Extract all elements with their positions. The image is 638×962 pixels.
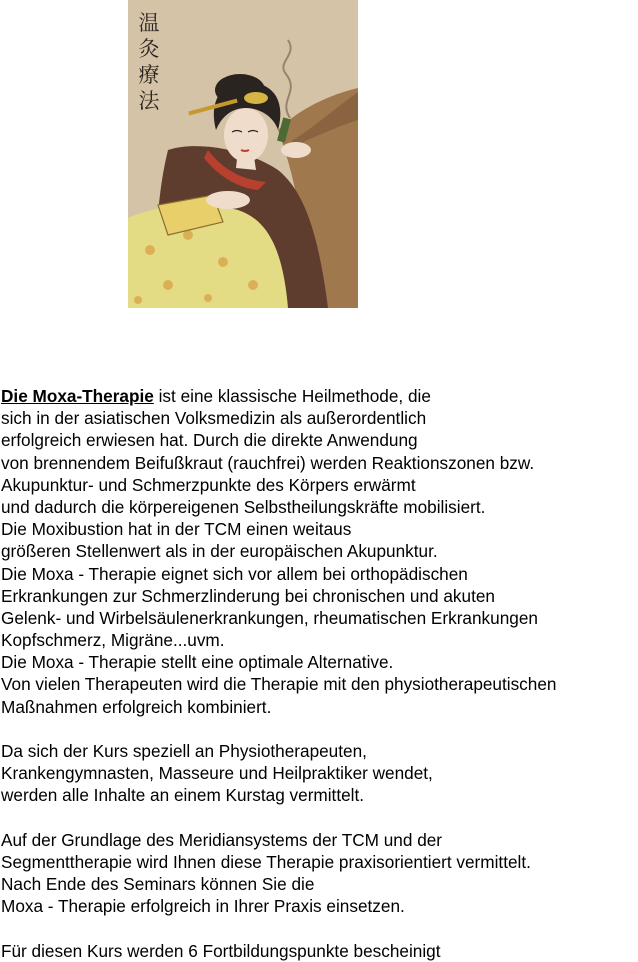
woman-lips — [241, 150, 249, 151]
text-line: Die Moxa - Therapie stellt eine optimale Alternative. — [1, 652, 394, 673]
text-line: Von vielen Therapeuten wird die Therapie mit den physiotherapeutischen — [1, 674, 557, 695]
paragraph-spacer — [1, 807, 637, 829]
text-line: Kopfschmerz, Migräne...uvm. — [1, 630, 225, 651]
text-line: Gelenk- und Wirbelsäulenerkrankungen, rheumatischen Erkrankungen — [1, 607, 538, 628]
woman-hands — [206, 191, 250, 209]
text-line: Segmenttherapie wird Ihnen diese Therapie praxisorientiert vermittelt. — [1, 851, 531, 872]
article-heading: Die Moxa-Therapie — [1, 386, 154, 406]
calligraphy-char-2: 灸 — [138, 37, 160, 61]
text-line: und dadurch die körpereigenen Selbstheilungskräfte mobilisiert. — [1, 496, 486, 517]
text-line: Erkrankungen zur Schmerzlinderung bei chronischen und akuten — [1, 585, 495, 606]
therapist-hand — [281, 142, 311, 158]
paragraph-spacer — [1, 718, 637, 740]
text-line: größeren Stellenwert als in der europäischen Akupunktur. — [1, 541, 438, 562]
woman-hair-ornament — [244, 92, 268, 104]
text-line: Die Moxa - Therapie eignet sich vor allem bei orthopädischen — [1, 563, 468, 584]
article-text — [1, 385, 637, 962]
text-line: Auf der Grundlage des Meridiansystems der TCM und der — [1, 829, 443, 850]
text-line: Moxa - Therapie erfolgreich in Ihrer Praxis einsetzen. — [1, 896, 405, 917]
text-line: von brennendem Beifußkraut (rauchfrei) werden Reaktionszonen bzw. — [1, 452, 535, 473]
text-line: erfolgreich erwiesen hat. Durch die direkte Anwendung — [1, 430, 418, 451]
text-line: Da sich der Kurs speziell an Physiotherapeuten, — [1, 741, 367, 761]
moxa-therapy-illustration — [128, 0, 358, 308]
calligraphy-char-1: 温 — [138, 11, 160, 35]
woman-face — [224, 108, 268, 162]
text-line: Für diesen Kurs werden 6 Fortbildungspunkte bescheinigt — [1, 940, 441, 961]
text-line: Akupunktur- und Schmerzpunkte des Körpers erwärmt — [1, 474, 416, 495]
text-line: Nach Ende des Seminars können Sie die — [1, 874, 315, 895]
paragraph-spacer — [1, 918, 637, 940]
text-line: Maßnahmen erfolgreich kombiniert. — [1, 696, 272, 717]
text-line: Krankengymnasten, Masseure und Heilpraktiker wendet, — [1, 763, 433, 784]
text-line: sich in der asiatischen Volksmedizin als außerordentlich — [1, 408, 427, 429]
text-line: ist eine klassische Heilmethode, die — [153, 386, 431, 406]
text-line: werden alle Inhalte an einem Kurstag vermittelt. — [1, 785, 365, 806]
text-line: Die Moxibustion hat in der TCM einen weitaus — [1, 519, 352, 540]
calligraphy-char-3: 療 — [138, 63, 160, 87]
article-first-line — [1, 385, 637, 407]
calligraphy-char-4: 法 — [138, 89, 160, 113]
